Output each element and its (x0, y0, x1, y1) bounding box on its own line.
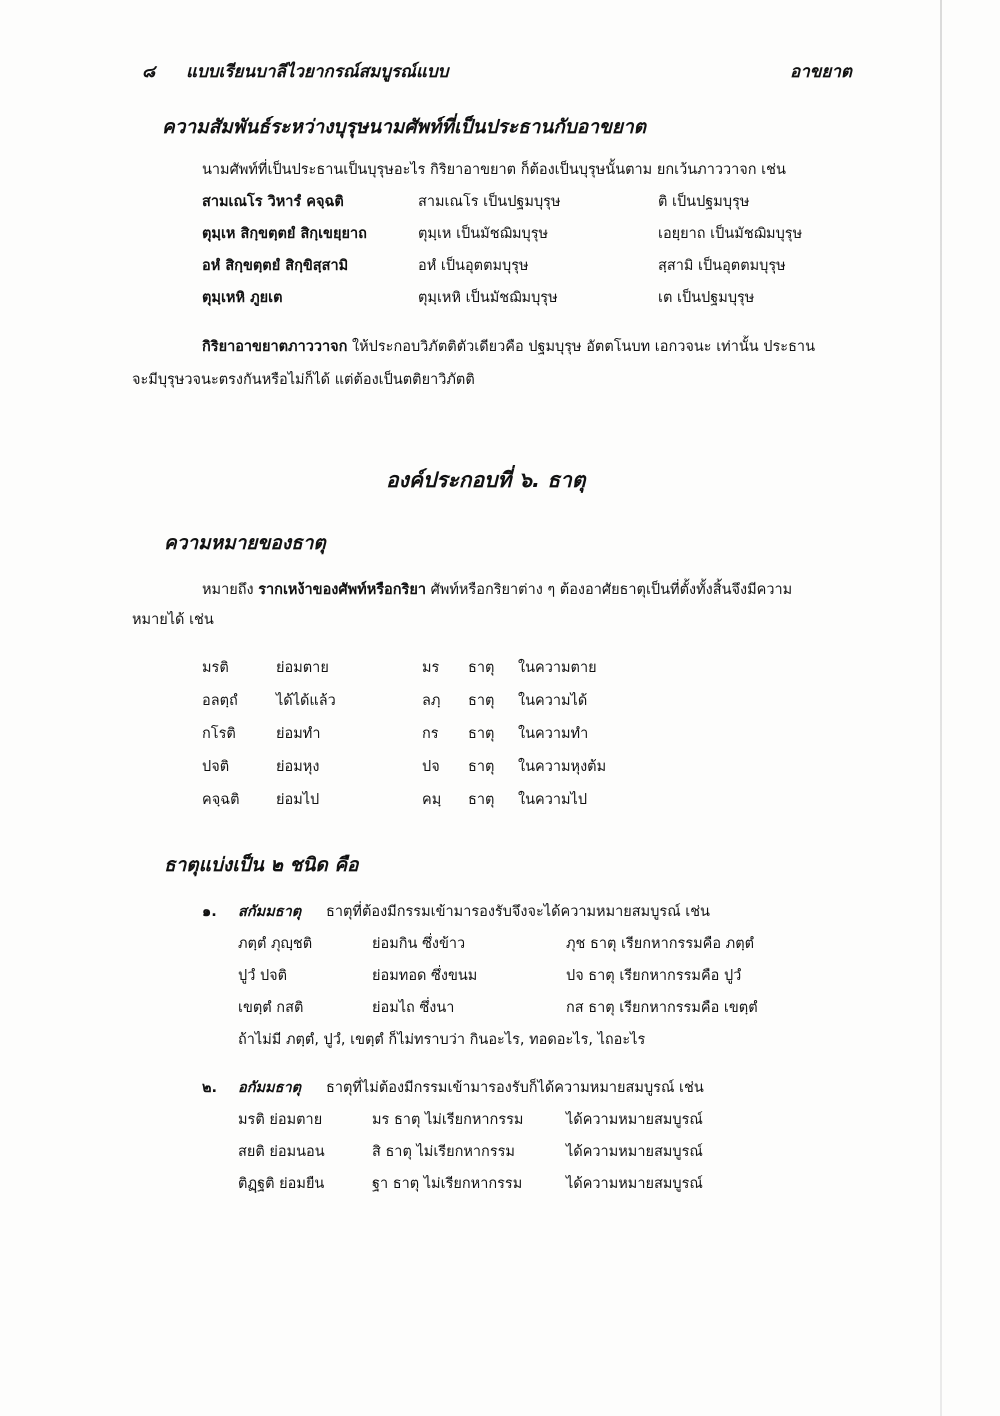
relation-intro: นามศัพท์ที่เป็นประธานเป็นบุรุษอะไร กิริยาอาขยาต ก็ต้องเป็นบุรุษนั้นตาม ยกเว้นภาววาจก เช่น (202, 162, 786, 178)
root-note: สิ ธาตุ ไม่เรียกหากรรม (372, 1144, 515, 1160)
gloss: ย่อมกิน ซึ่งข้าว (372, 936, 466, 952)
subject-note: ตุมฺเห เป็นมัชฌิมบุรุษ (418, 226, 549, 242)
pali-phrase: มรติ ย่อมตาย (238, 1112, 323, 1128)
word: คจฺฉติ (202, 792, 240, 808)
gloss: ได้ได้แล้ว (276, 693, 336, 709)
pali-phrase: เขตฺตํ กสติ (238, 1000, 304, 1016)
verb-note: เต เป็นปฐมบุรุษ (658, 290, 755, 306)
root-label: ธาตุ (468, 693, 495, 709)
verb-note: เอยฺยาถ เป็นมัชฌิมบุรุษ (658, 226, 803, 242)
root-example-row (0, 652, 1000, 684)
item-number: ๑. (202, 904, 217, 920)
bhava-vacaka-note: กิริยาอาขยาตภาววาจก ให้ประกอบวิภัตติตัวเดียวคือ ปฐมบุรุษ อัตตโนบท เอกวจนะ เท่านั้น ประธาน (202, 339, 815, 355)
root-example-row (0, 751, 1000, 783)
gloss: ย่อมไป (276, 792, 320, 808)
word: ปจติ (202, 759, 230, 775)
relation-example-row (0, 186, 1000, 218)
section-heading-types: ธาตุแบ่งเป็น ๒ ชนิด คือ (164, 854, 359, 876)
akammaka-definition (0, 1072, 1000, 1104)
pali-phrase: ปูวํ ปจติ (238, 968, 288, 984)
root-example-row (0, 784, 1000, 816)
book-title: แบบเรียนบาลีไวยากรณ์สมบูรณ์แบบ (186, 62, 449, 82)
result-note: ได้ความหมายสมบูรณ์ (566, 1112, 703, 1128)
relation-example-row (0, 250, 1000, 282)
root-note: มร ธาตุ ไม่เรียกหากรรม (372, 1112, 524, 1128)
part-heading: องค์ประกอบที่ ๖. ธาตุ (386, 468, 586, 492)
sense: ในความทำ (518, 726, 589, 742)
gloss: ย่อมทำ (276, 726, 321, 742)
sakammaka-example-row (0, 960, 1000, 992)
pali-sentence: ตุมฺเห สิกฺขตฺตยํ สิกฺเขยฺยาถ (202, 226, 367, 242)
chapter-title: อาขยาต (790, 62, 852, 82)
sense: ในความไป (518, 792, 588, 808)
sense: ในความหุงต้ม (518, 759, 607, 775)
pali-sentence: ตุมฺเหหิ ภูยเต (202, 290, 283, 306)
type-description: ธาตุที่ต้องมีกรรมเข้ามารองรับจึงจะได้ความหมายสมบูรณ์ เช่น (326, 904, 710, 920)
root-label: ธาตุ (468, 726, 495, 742)
akammaka-example-row (0, 1168, 1000, 1200)
root: ลภฺ (422, 693, 441, 709)
root: กร (422, 726, 439, 742)
remark-text: ถ้าไม่มี ภตฺตํ, ปูวํ, เขตฺตํ ก็ไม่ทราบว่า กินอะไร, ทอดอะไร, ไถอะไร (238, 1032, 646, 1048)
relation-example-row (0, 282, 1000, 314)
sakammaka-example-row (0, 928, 1000, 960)
type-name: สกัมมธาตุ (238, 904, 302, 920)
root-label: ธาตุ (468, 792, 495, 808)
gloss: ย่อมตาย (276, 660, 329, 676)
subject-note: อหํ เป็นอุตตมบุรุษ (418, 258, 529, 274)
root: มร (422, 660, 440, 676)
type-name: อกัมมธาตุ (238, 1080, 302, 1096)
root-label: ธาตุ (468, 660, 495, 676)
sakammaka-definition (0, 896, 1000, 928)
root-example-row (0, 685, 1000, 717)
pali-phrase: ภตฺตํ ภุญฺชติ (238, 936, 313, 952)
root: ปจ (422, 759, 440, 775)
pali-phrase: สยติ ย่อมนอน (238, 1144, 325, 1160)
sakammaka-example-row (0, 992, 1000, 1024)
meaning-intro: หมายถึง รากเหง้าของศัพท์หรือกริยา ศัพท์หรือกริยาต่าง ๆ ต้องอาศัยธาตุเป็นที่ตั้งทั้งสิ้นจึงมีความ (202, 582, 793, 598)
running-header (0, 58, 1000, 82)
sakammaka-remark (0, 1024, 1000, 1056)
relation-example-row (0, 218, 1000, 250)
section-heading-relation: ความสัมพันธ์ระหว่างบุรุษนามศัพท์ที่เป็นประธานกับอาขยาต (162, 116, 646, 138)
item-number: ๒. (202, 1080, 218, 1096)
pali-phrase: ติฏฺฐติ ย่อมยืน (238, 1176, 325, 1192)
sense: ในความได้ (518, 693, 588, 709)
type-description: ธาตุที่ไม่ต้องมีกรรมเข้ามารองรับก็ได้ความหมายสมบูรณ์ เช่น (326, 1080, 704, 1096)
gloss: ย่อมไถ ซึ่งนา (372, 1000, 455, 1016)
gloss: ย่อมหุง (276, 759, 320, 775)
pali-sentence: อหํ สิกฺขตฺตยํ สิกฺขิสฺสามิ (202, 258, 349, 274)
bhava-vacaka-note-continued: จะมีบุรุษวจนะตรงกันหรือไม่ก็ได้ แต่ต้องเป็นตติยาวิภัตติ (132, 372, 475, 388)
subject-note: สามเณโร เป็นปฐมบุรุษ (418, 194, 561, 210)
root-note: ปจ ธาตุ เรียกหากรรมคือ ปูวํ (566, 968, 742, 984)
bhava-vacaka-term: กิริยาอาขยาตภาววาจก (202, 339, 348, 355)
akammaka-example-row (0, 1104, 1000, 1136)
word: กโรติ (202, 726, 236, 742)
root-note: ฐา ธาตุ ไม่เรียกหากรรม (372, 1176, 523, 1192)
root-label: ธาตุ (468, 759, 495, 775)
gloss: ย่อมทอด ซึ่งขนม (372, 968, 478, 984)
word: อลตฺถํ (202, 693, 238, 709)
verb-note: สฺสามิ เป็นอุตตมบุรุษ (658, 258, 786, 274)
sense: ในความตาย (518, 660, 597, 676)
section-heading-meaning: ความหมายของธาตุ (164, 532, 326, 554)
meaning-intro-continued: หมายได้ เช่น (132, 612, 214, 628)
page-number: ๘ (142, 62, 156, 82)
pali-sentence: สามเณโร วิหารํ คจฺฉติ (202, 194, 344, 210)
result-note: ได้ความหมายสมบูรณ์ (566, 1144, 703, 1160)
root-note: ภุช ธาตุ เรียกหากรรมคือ ภตฺตํ (566, 936, 755, 952)
root-definition: รากเหง้าของศัพท์หรือกริยา (258, 582, 426, 598)
root-note: กส ธาตุ เรียกหากรรมคือ เขตฺตํ (566, 1000, 758, 1016)
word: มรติ (202, 660, 229, 676)
verb-note: ติ เป็นปฐมบุรุษ (658, 194, 750, 210)
root-example-row (0, 718, 1000, 750)
result-note: ได้ความหมายสมบูรณ์ (566, 1176, 703, 1192)
root: คมฺ (422, 792, 442, 808)
subject-note: ตุมฺเหหิ เป็นมัชฌิมบุรุษ (418, 290, 558, 306)
akammaka-example-row (0, 1136, 1000, 1168)
